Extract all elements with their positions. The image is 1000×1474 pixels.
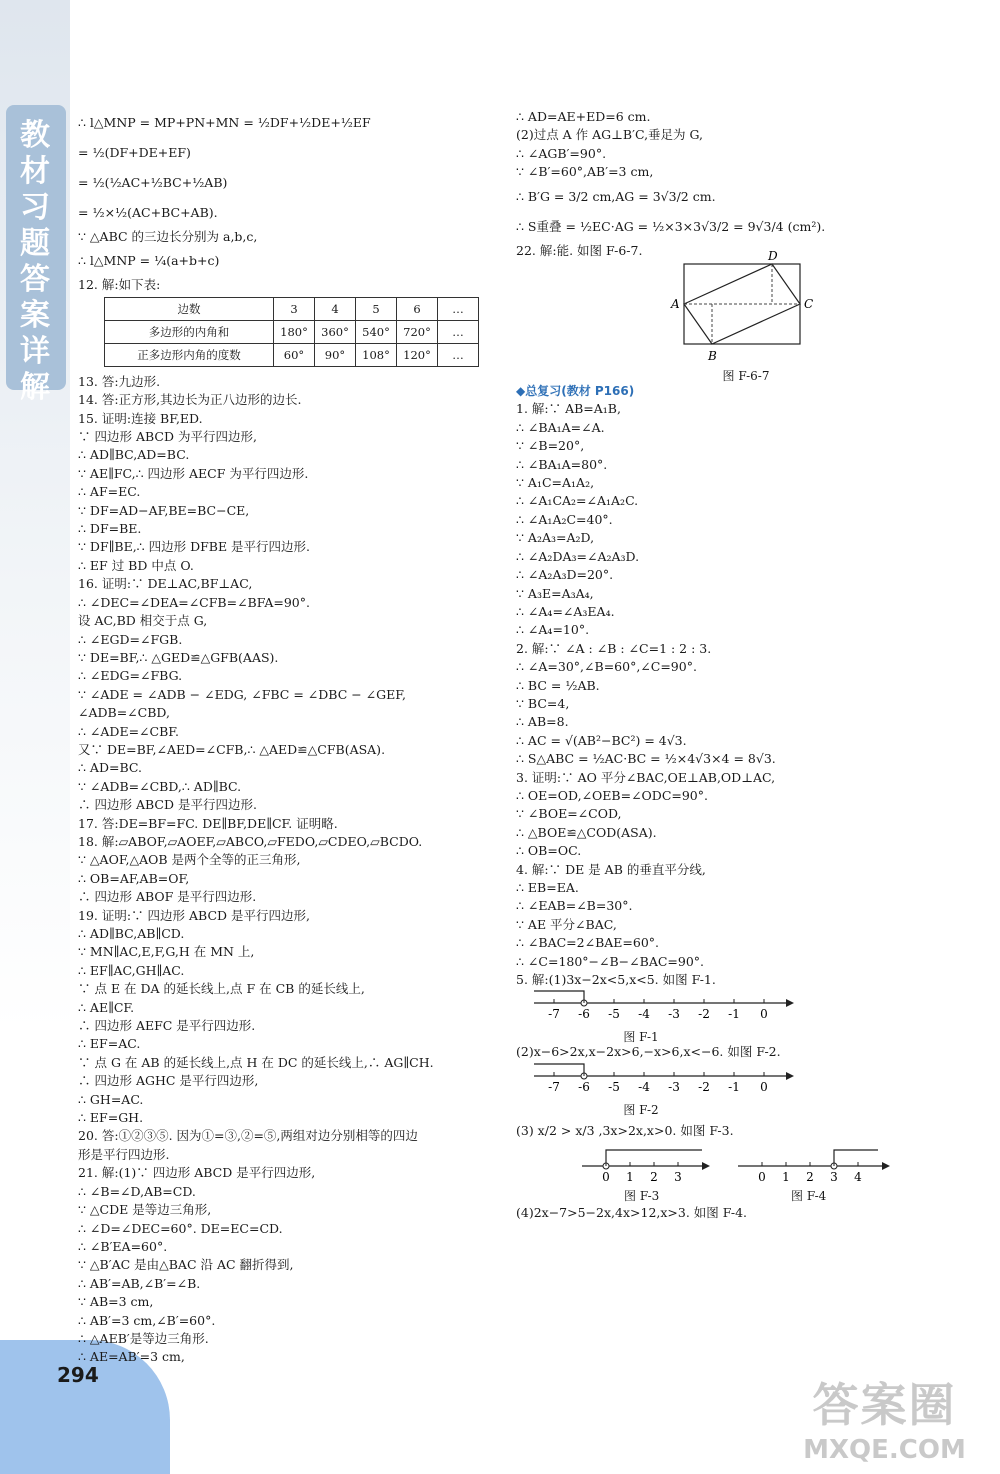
tick-label: -1 (728, 1079, 740, 1094)
answer-line: ∴ △BOE≌△COD(ASA). (516, 824, 657, 840)
number-line-svg (516, 1062, 816, 1098)
answer-line: 19. 证明:∵ 四边形 ABCD 是平行四边形, (78, 907, 310, 923)
tick-label: -2 (698, 1007, 710, 1022)
answer-line: ∴ ∠BA₁A=∠A. (516, 419, 605, 435)
solution-ray (834, 1150, 878, 1166)
answer-line: 21. 解:(1)∵ 四边形 ABCD 是平行四边形, (78, 1165, 316, 1181)
answer-line: ∵ △AOF,△AOB 是两个全等的正三角形, (78, 852, 301, 868)
answer-line: 17. 答:DE=BF=FC. DE∥BF,DE∥CF. 证明略. (78, 815, 338, 831)
number-line-f-2 (516, 1062, 986, 1116)
sidebar-decoration (0, 0, 70, 1474)
left-answer-list (78, 373, 508, 1367)
answer-line: ∴ OB=OC. (516, 843, 582, 859)
answer-line: (4)2x−7>5−2x,4x>12,x>3. 如图 F-4. (516, 1204, 748, 1220)
answer-line: (2)过点 A 作 AG⊥B′C,垂足为 G, (516, 127, 704, 143)
answer-line: 12. 解:如下表: (78, 277, 161, 293)
left-column (78, 108, 508, 1367)
answer-line: ∴ EB=EA. (516, 880, 579, 895)
answer-line: 14. 答:正方形,其边长为正八边形的边长. (78, 392, 302, 408)
answer-line: ∴ ∠A₄=10°. (516, 622, 590, 638)
answer-line: ∴ AB′=AB,∠B′=∠B. (78, 1275, 201, 1291)
sidebar-title: 教材习题答案详解 (20, 118, 50, 405)
answer-line: ∴ ∠B′EA=60°. (78, 1238, 168, 1254)
answer-line: = ½×½(AC+BC+AB). (78, 205, 218, 220)
tick-label: 0 (760, 1007, 768, 1022)
answer-line: ∴ AD=AE+ED=6 cm. (516, 109, 651, 124)
figure-caption: 图 F-4 (791, 1188, 827, 1203)
answer-line: ∵ ∠BOE=∠COD, (516, 806, 622, 822)
answer-line: 形是平行四边形. (78, 1146, 170, 1162)
table-cell: 3 (274, 297, 315, 320)
table-cell: 6 (397, 297, 438, 320)
answer-line: 又∵ DE=BF,∠AED=∠CFB,∴ △AED≌△CFB(ASA). (78, 741, 386, 757)
answer-line: ∴ ∠ADE=∠CBF. (78, 723, 179, 739)
tick-group (758, 1162, 862, 1184)
section-heading: ◆总复习(教材 P166) (516, 384, 635, 399)
answer-line: 4. 解:∵ DE 是 AB 的垂直平分线, (516, 861, 706, 877)
answer-line: ∵ 点 G 在 AB 的延长线上,点 H 在 DC 的延长线上,∴ AG∥CH. (78, 1054, 434, 1070)
answer-line: ∴ AB′=3 cm,∠B′=60°. (78, 1312, 216, 1328)
page-number: 294 (57, 1363, 99, 1387)
tick-label: 2 (806, 1169, 814, 1184)
tick-label: -4 (638, 1079, 650, 1094)
tick-label: -6 (578, 1007, 590, 1022)
answer-line: ∴ DF=BE. (78, 521, 142, 537)
answer-line: (2)x−6>2x,x−2x>6,−x>6,x<−6. 如图 F-2. (516, 1044, 781, 1060)
answer-line: ∵ △CDE 是等边三角形, (78, 1202, 212, 1218)
watermark-url: MXQE.COM (803, 1435, 966, 1465)
tick-label: 1 (626, 1169, 634, 1184)
answer-line: ∴ 四边形 ABOF 是平行四边形. (78, 889, 257, 905)
tick-group (602, 1162, 682, 1184)
answer-line: 15. 证明:连接 BF,ED. (78, 410, 203, 426)
tick-label: -7 (548, 1079, 560, 1094)
tick-label: 3 (674, 1169, 682, 1184)
answer-line: ∴ △AEB′是等边三角形. (78, 1330, 209, 1346)
answer-line: ∴ ∠A₂A₃D=20°. (516, 567, 614, 583)
answer-line: ∴ ∠A₄=∠A₃EA₄. (516, 603, 615, 619)
answer-line: 5. 解:(1)3x−2x<5,x<5. 如图 F-1. (516, 972, 716, 988)
answer-line: ∴ ∠C=180°−∠B−∠BAC=90°. (516, 953, 705, 969)
answer-line: ∵ DF=AD−AF,BE=BC−CE, (78, 502, 250, 518)
figure-caption: 图 F-3 (624, 1188, 660, 1203)
tick-label: -1 (728, 1007, 740, 1022)
table-cell: 多边形的内角和 (105, 320, 274, 343)
answer-line: ∴ ∠DEC=∠DEA=∠CFB=∠BFA=90°. (78, 594, 310, 610)
answer-line: ∴ AE∥CF. (78, 999, 135, 1015)
right-answer-list (516, 400, 986, 989)
answer-line: ∴ 四边形 AEFC 是平行四边形. (78, 1018, 256, 1034)
answer-line: ∴ ∠D=∠DEC=60°. DE=EC=CD. (78, 1220, 283, 1236)
answer-line: 20. 答:①②③⑤. 因为①=③,②=⑤,两组对边分别相等的四边 (78, 1128, 418, 1144)
table-cell: 120° (397, 343, 438, 366)
answer-line: ∵ BC=4, (516, 695, 570, 711)
answer-line: ∴ S重叠 = ½EC·AG = ½×3×3√3/2 = 9√3/4 (cm²). (516, 218, 826, 234)
answer-line: ∵ DE=BF,∴ △GED≌△GFB(AAS). (78, 649, 279, 665)
tick-label: -2 (698, 1079, 710, 1094)
tick-label: -5 (608, 1079, 620, 1094)
answer-line: 1. 解:∵ AB=A₁B, (516, 401, 621, 417)
right-column (516, 108, 986, 1222)
number-line-f-1 (516, 989, 986, 1043)
watermark-cn: 答案圈 (812, 1378, 957, 1432)
number-line-pair-svg (516, 1146, 986, 1184)
answer-line: ∵ ∠B=20°, (516, 438, 585, 454)
answer-line: ∵ AB=3 cm, (78, 1294, 154, 1310)
answer-line: ∠ADB=∠CBD, (78, 705, 170, 721)
table-row (105, 320, 479, 343)
answer-line: ∵ AE 平分∠BAC, (516, 916, 617, 932)
tick-label: 0 (602, 1169, 610, 1184)
polygon-angle-table (104, 297, 479, 367)
point-label-a: A (671, 297, 680, 312)
table-row (105, 297, 479, 320)
answer-line: 13. 答:九边形. (78, 373, 161, 389)
table-cell: 5 (356, 297, 397, 320)
answer-line: ∴ BC = ½AB. (516, 677, 600, 693)
table-cell: 90° (315, 343, 356, 366)
table-cell: 540° (356, 320, 397, 343)
tick-label: -6 (578, 1079, 590, 1094)
answer-line: ∴ ∠B=∠D,AB=CD. (78, 1183, 196, 1199)
answer-line: ∵ △ABC 的三边长分别为 a,b,c, (78, 229, 258, 244)
answer-line: ∴ OE=OD,∠OEB=∠ODC=90°. (516, 787, 708, 803)
answer-line: ∴ AD=BC. (78, 760, 142, 776)
number-line-svg (516, 989, 816, 1025)
answer-line: ∴ ∠EGD=∠FGB. (78, 631, 183, 647)
answer-line: ∵ ∠ADE = ∠ADB − ∠EDG, ∠FBC = ∠DBC − ∠GEF, (78, 686, 406, 702)
answer-line: 18. 解:▱ABOF,▱AOEF,▱ABCO,▱FEDO,▱CDEO,▱BCDO. (78, 833, 423, 849)
answer-line: ∴ ∠BA₁A=80°. (516, 456, 608, 472)
answer-line: ∵ MN∥AC,E,F,G,H 在 MN 上, (78, 944, 255, 960)
tick-label: 0 (760, 1079, 768, 1094)
answer-line: ∵ ∠B′=60°,AB′=3 cm, (516, 164, 654, 180)
answer-line: ∴ EF=AC. (78, 1036, 141, 1052)
table-cell: … (438, 343, 479, 366)
axis-arrow (882, 1162, 890, 1170)
tick-label: -3 (668, 1079, 680, 1094)
answer-line: ∴ AE=AB′=3 cm, (78, 1349, 185, 1365)
tick-label: 0 (758, 1169, 766, 1184)
answer-line: ∵ A₂A₃=A₂D, (516, 530, 595, 546)
answer-line: ∴ ∠A=30°,∠B=60°,∠C=90°. (516, 659, 697, 675)
axis-arrow (702, 1162, 710, 1170)
answer-line: ∴ EF 过 BD 中点 O. (78, 557, 194, 573)
answer-line: 3. 证明:∵ AO 平分∠BAC,OE⊥AB,OD⊥AC, (516, 769, 776, 785)
answer-line: ∴ EF=GH. (78, 1110, 144, 1126)
point-label-b: B (708, 349, 717, 364)
answer-line: ∵ A₃E=A₃A₄, (516, 585, 594, 601)
table-cell: 720° (397, 320, 438, 343)
number-lines-f-3-f-4 (516, 1146, 986, 1204)
tick-label: 2 (650, 1169, 658, 1184)
answer-line: ∴ B′G = 3/2 cm,AG = 3√3/2 cm. (516, 188, 716, 204)
tick-label: 3 (830, 1169, 838, 1184)
table-cell: 正多边形内角的度数 (105, 343, 274, 366)
answer-line: ∴ ∠A₁CA₂=∠A₁A₂C. (516, 493, 639, 509)
table-cell: 60° (274, 343, 315, 366)
answer-line: ∵ △B′AC 是由△BAC 沿 AC 翻折得到, (78, 1257, 294, 1273)
answer-line: ∴ GH=AC. (78, 1091, 144, 1107)
solution-ray (534, 991, 584, 1003)
answer-line: ∵ A₁C=A₁A₂, (516, 475, 595, 491)
answer-line: ∴ l△MNP = ¼(a+b+c) (78, 253, 220, 269)
answer-line: = ½(DF+DE+EF) (78, 145, 191, 160)
tick-label: 1 (782, 1169, 790, 1184)
answer-line: ∵ ∠ADB=∠CBD,∴ AD∥BC. (78, 778, 242, 794)
answer-line: ∴ ∠BAC=2∠BAE=60°. (516, 935, 660, 951)
answer-line: ∴ l△MNP = MP+PN+MN = ½DF+½DE+½EF (78, 115, 371, 130)
answer-line: ∴ S△ABC = ½AC·BC = ½×4√3×4 = 8√3. (516, 751, 776, 767)
answer-line: ∴ AF=EC. (78, 484, 141, 500)
answer-line: ∴ ∠A₁A₂C=40°. (516, 511, 613, 527)
answer-line: = ½(½AC+½BC+½AB) (78, 175, 228, 190)
answer-line: ∴ AC = √(AB²−BC²) = 4√3. (516, 732, 687, 748)
answer-line: ∴ ∠AGB′=90°. (516, 145, 607, 161)
answer-line: ∵ 四边形 ABCD 为平行四边形, (78, 429, 257, 445)
table-cell: … (438, 297, 479, 320)
watermark (787, 1369, 982, 1464)
axis-arrow (786, 999, 794, 1007)
figure-caption: 图 F-6-7 (722, 369, 770, 384)
table-cell: 180° (274, 320, 315, 343)
answer-line: ∴ ∠A₂DA₃=∠A₂A₃D. (516, 548, 640, 564)
tick-label: -7 (548, 1007, 560, 1022)
answer-line: (3) x/2 > x/3 ,3x>2x,x>0. 如图 F-3. (516, 1122, 734, 1138)
figure-caption: 图 F-2 (623, 1102, 659, 1117)
tick-label: -5 (608, 1007, 620, 1022)
answer-line: ∴ OB=AF,AB=OF, (78, 870, 190, 886)
answer-line: 设 AC,BD 相交于点 G, (78, 613, 208, 629)
answer-line: ∵ AE∥FC,∴ 四边形 AECF 为平行四边形. (78, 465, 309, 481)
tick-label: -4 (638, 1007, 650, 1022)
table-cell: … (438, 320, 479, 343)
point-label-c: C (804, 297, 814, 312)
tick-label: -3 (668, 1007, 680, 1022)
solution-ray (534, 1064, 584, 1076)
answer-line: 22. 解:能. 如图 F-6-7. (516, 242, 643, 258)
answer-line: ∴ ∠EDG=∠FBG. (78, 668, 183, 684)
answer-line: 2. 解:∵ ∠A : ∠B : ∠C=1 : 2 : 3. (516, 640, 712, 656)
axis-arrow (786, 1072, 794, 1080)
tick-label: 4 (854, 1169, 862, 1184)
table-cell: 边数 (105, 297, 274, 320)
answer-line: ∴ 四边形 ABCD 是平行四边形. (78, 797, 257, 813)
answer-line: ∴ AB=8. (516, 714, 569, 730)
table-cell: 4 (315, 297, 356, 320)
answer-line: ∴ 四边形 AGHC 是平行四边形, (78, 1073, 259, 1089)
figure-caption: 图 F-1 (623, 1030, 659, 1045)
answer-line: ∵ DF∥BE,∴ 四边形 DFBE 是平行四边形. (78, 539, 311, 555)
answer-line: ∴ ∠EAB=∠B=30°. (516, 898, 633, 914)
answer-line: ∵ 点 E 在 DA 的延长线上,点 F 在 CB 的延长线上, (78, 981, 365, 997)
answer-line: ∴ AD∥BC,AD=BC. (78, 447, 190, 463)
answer-line: ∴ AD∥BC,AB∥CD. (78, 926, 185, 941)
answer-line: ∴ EF∥AC,GH∥AC. (78, 962, 185, 978)
answer-line: 16. 证明:∵ DE⊥AC,BF⊥AC, (78, 576, 253, 592)
point-label-d: D (768, 249, 778, 264)
table-cell: 360° (315, 320, 356, 343)
table-cell: 108° (356, 343, 397, 366)
table-row (105, 343, 479, 366)
